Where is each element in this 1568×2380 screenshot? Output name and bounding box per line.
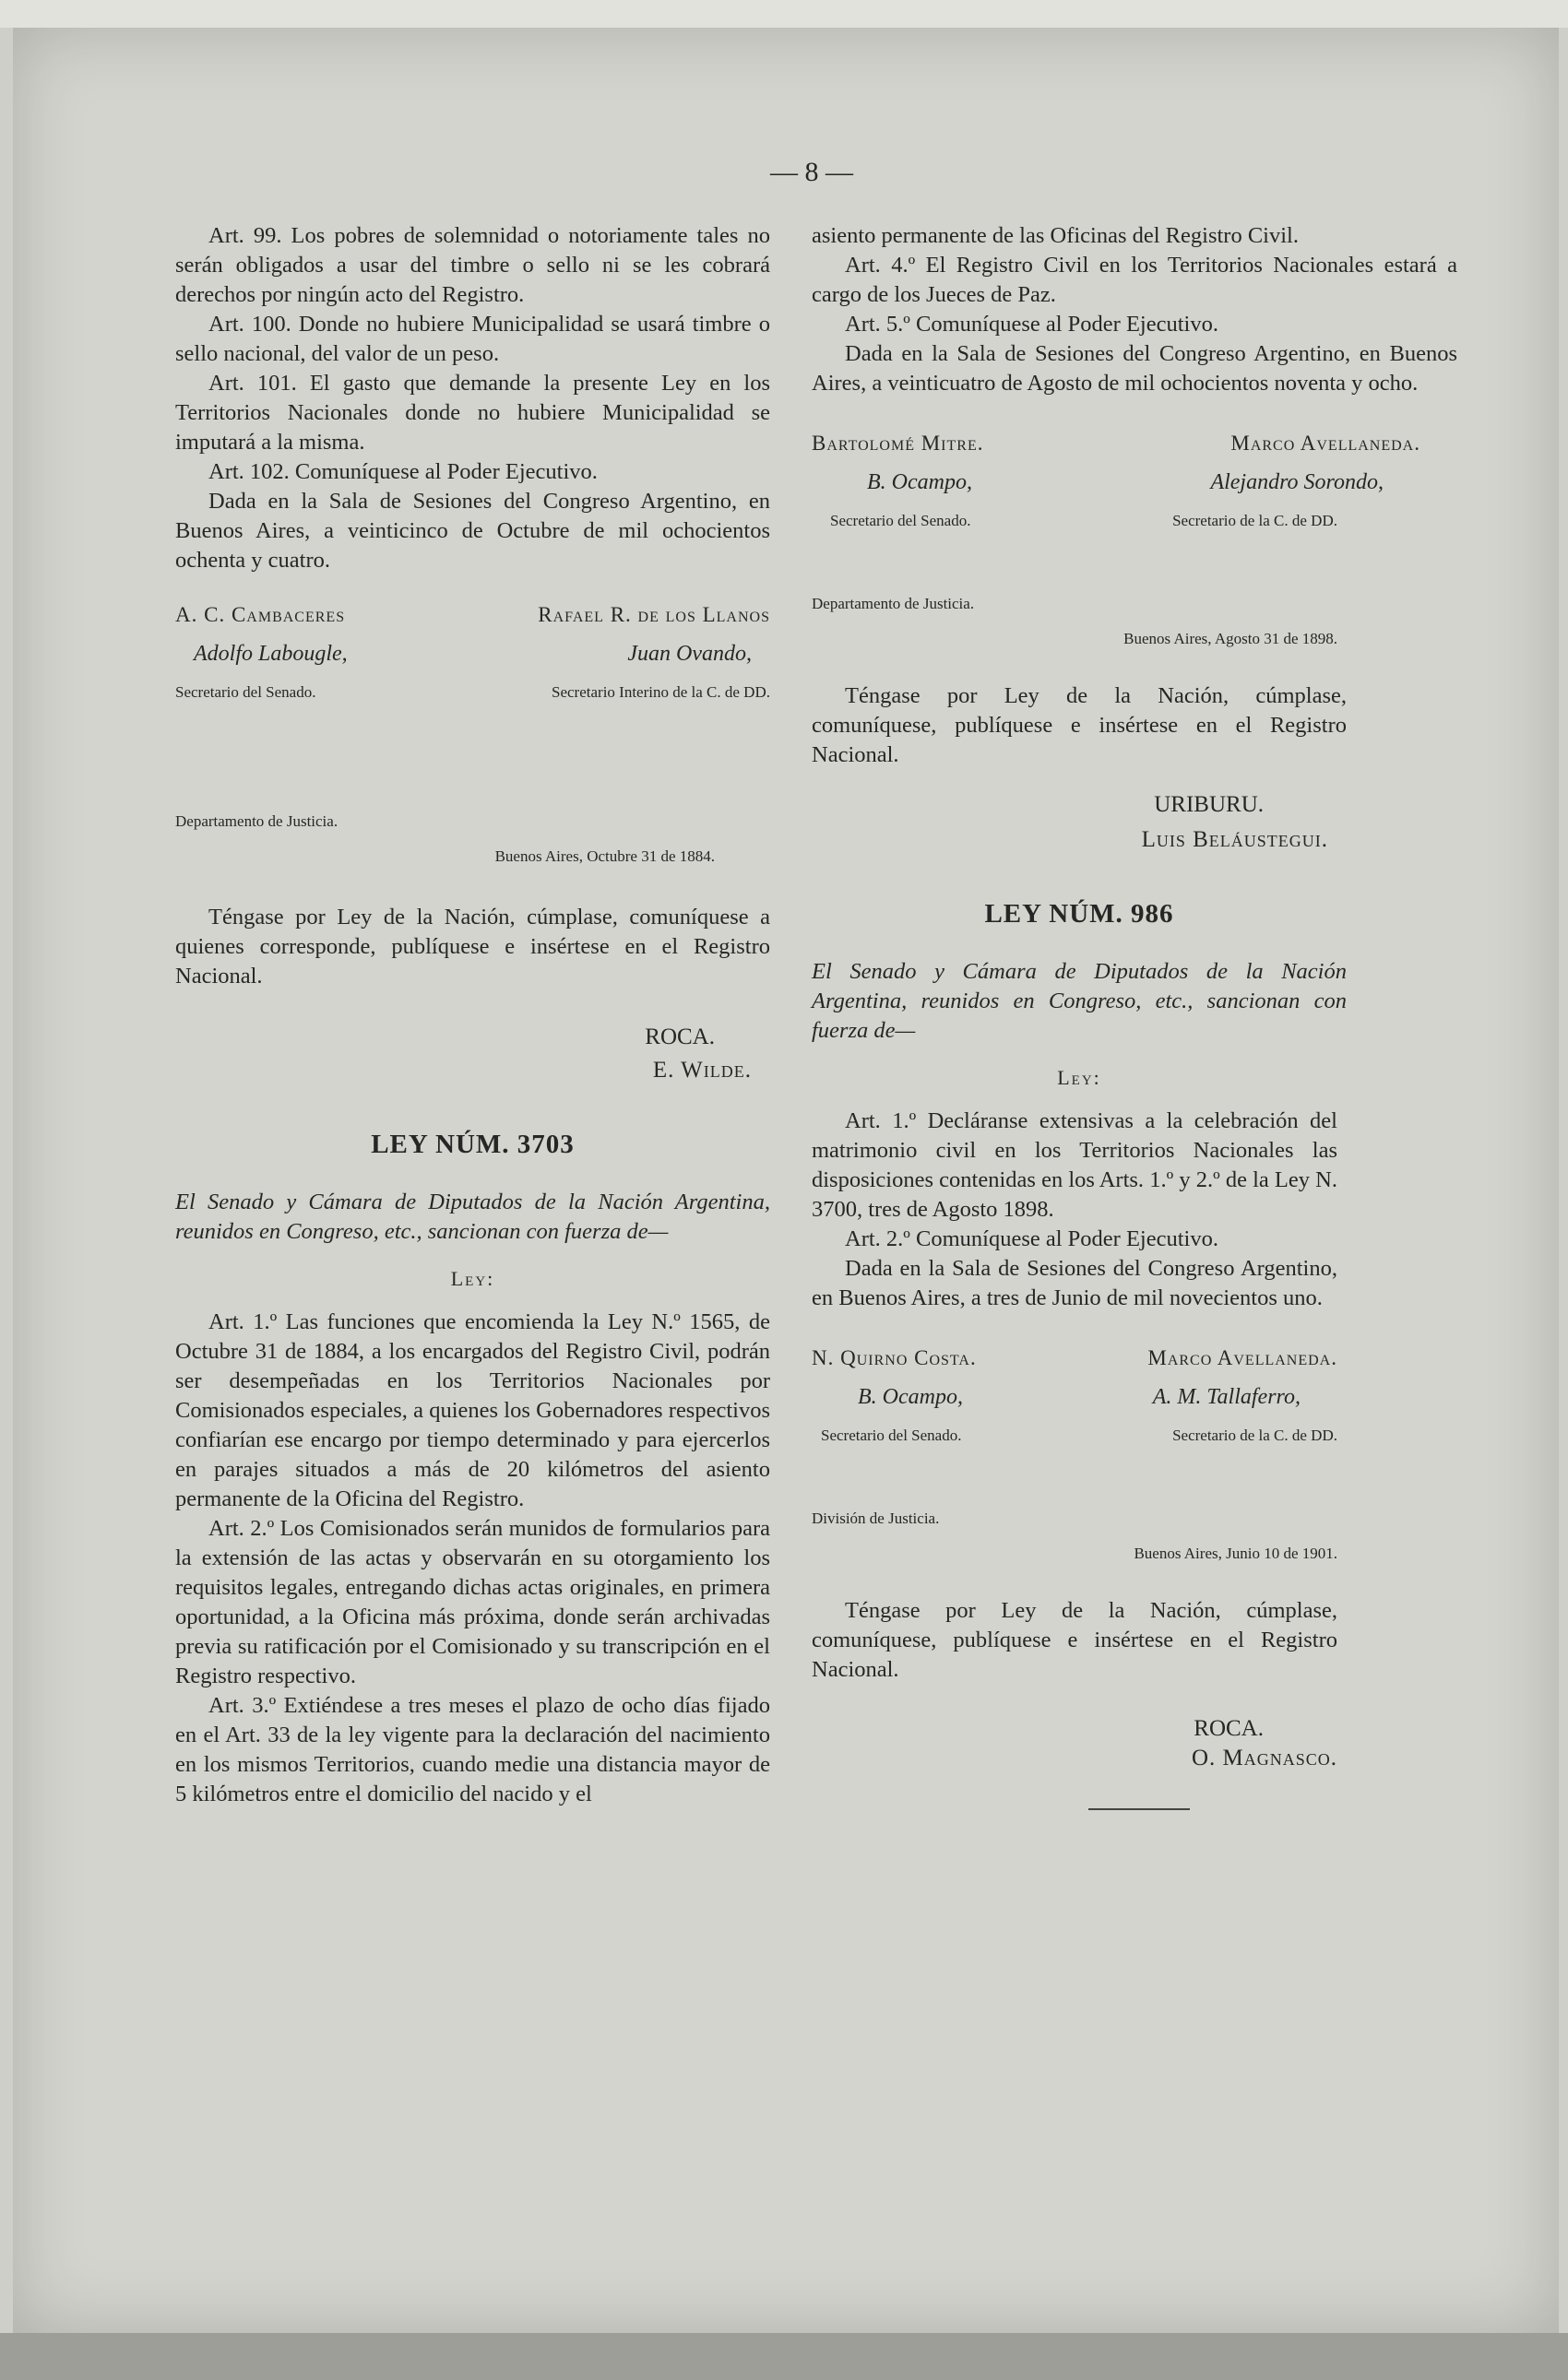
department-label: División de Justicia. (812, 1510, 940, 1527)
article-paragraph: Art. 1.º Las funciones que encomienda la Ley N.º 1565, de Octubre 31 de 1884, a los encargados del Registro Civil, podrán ser desempeñadas en los Territorios Nacionales por Comisionados especiales, a quienes los Gobernadores respectivos confiarían ese encargo por tiempo determinado y para ejercerlos en parajes situados a más de 20 kilómetros del asiento permanente de la Oficina del Registro. (175, 1309, 770, 1511)
minister-signature: Luis Beláustegui. (1141, 827, 1328, 852)
law-title: LEY NÚM. 3703 (371, 1130, 575, 1159)
secretary-name: A. M. Tallaferro, (1152, 1385, 1301, 1409)
promulgation-decree: Téngase por Ley de la Nación, cúmplase, comuníquese, publíquese e insértese en el Registro Nacional. (812, 683, 1347, 767)
secretary-title: Secretario del Senado. (821, 1427, 962, 1444)
article-paragraph: Dada en la Sala de Sesiones del Congreso Argentino, en Buenos Aires, a veinticuatro de Agosto de mil ochocientos noventa y ocho. (812, 341, 1457, 396)
signatory-name: Bartolomé Mitre. (812, 432, 984, 455)
article-paragraph: Art. 4.º El Registro Civil en los Territorios Nacionales estará a cargo de los Jueces de Paz. (812, 253, 1457, 307)
page-number: — 8 — (770, 157, 853, 187)
article-paragraph: Art. 101. El gasto que demande la presente Ley en los Territorios Nacionales donde no hubiere Municipalidad se imputará a la misma. (175, 371, 770, 455)
scan-top-margin (0, 0, 1568, 28)
secretary-name: Adolfo Labougle, (194, 642, 348, 666)
law-title: LEY NÚM. 986 (984, 899, 1174, 929)
ley-heading: Ley: (1057, 1066, 1101, 1089)
secretary-name: Alejandro Sorondo, (1210, 470, 1384, 494)
article-paragraph: Art. 100. Donde no hubiere Municipalidad se usará timbre o sello nacional, del valor de un peso. (175, 312, 770, 366)
law-1565-tail (175, 221, 770, 575)
secretary-title: Secretario de la C. de DD. (1172, 512, 1337, 529)
closing-rule (1088, 1808, 1190, 1810)
secretary-name: B. Ocampo, (867, 470, 972, 494)
article-paragraph: Dada en la Sala de Sesiones del Congreso Argentino, en Buenos Aires, a tres de Junio de mil novecientos uno. (812, 1256, 1337, 1310)
signatories (812, 1346, 1457, 1370)
secretary-title: Secretario Interino de la C. de DD. (552, 683, 770, 701)
executive-signature: URIBURU. (1154, 792, 1264, 817)
signatory-name: Rafael R. de los Llanos (538, 603, 770, 626)
article-paragraph: Art. 2.º Los Comisionados serán munidos de formularios para la extensión de las actas y observarán en su otorgamiento los requisitos legales, entregando dichas actas originales, en primera oportunidad, a la Oficina más próxima, donde serán archivadas previa su ratificación por el Comisionado y su transcripción en el Registro respectivo. (175, 1516, 770, 1688)
secretary-title: Secretario del Senado. (175, 683, 316, 701)
secretaries (175, 642, 770, 667)
law-986-articles (812, 1107, 1457, 1313)
promulgation-decree: Téngase por Ley de la Nación, cúmplase, comuníquese, publíquese e insértese en el Registro Nacional. (812, 1598, 1337, 1682)
secretary-titles (175, 683, 770, 702)
signatory-name: Marco Avellaneda. (1230, 432, 1420, 455)
secretaries (812, 470, 1457, 495)
decree-date: Buenos Aires, Octubre 31 de 1884. (494, 847, 715, 865)
law-preamble: El Senado y Cámara de Diputados de la Nación Argentina, reunidos en Congreso, etc., sancionan con fuerza de— (812, 959, 1347, 1043)
article-paragraph: Art. 2.º Comuníquese al Poder Ejecutivo. (845, 1226, 1218, 1251)
article-paragraph: Dada en la Sala de Sesiones del Congreso Argentino, en Buenos Aires, a veinticinco de Octubre de mil ochocientos ochenta y cuatro. (175, 489, 770, 573)
scan-bottom-margin (0, 2333, 1568, 2380)
secretary-title: Secretario de la C. de DD. (1172, 1427, 1337, 1444)
right-column (812, 221, 1457, 1810)
secretaries (812, 1385, 1457, 1410)
article-paragraph: Art. 99. Los pobres de solemnidad o notoriamente tales no serán obligados a usar del timbre o sello ni se les cobrará derechos por ningún acto del Registro. (175, 223, 770, 307)
decree-date: Buenos Aires, Junio 10 de 1901. (1134, 1545, 1337, 1562)
department-label: Departamento de Justicia. (175, 812, 339, 830)
secretary-titles (812, 1427, 1457, 1445)
law-preamble: El Senado y Cámara de Diputados de la Nación Argentina, reunidos en Congreso, etc., sancionan con fuerza de— (175, 1190, 770, 1244)
executive-signature: ROCA. (1194, 1716, 1264, 1741)
signatory-name: A. C. Cambaceres (175, 603, 346, 626)
minister-signature: E. Wilde. (652, 1058, 752, 1083)
secretary-name: B. Ocampo, (858, 1385, 963, 1409)
article-paragraph: Art. 1.º Decláranse extensivas a la celebración del matrimonio civil en los Territorios Nacionales las disposiciones contenidas en los Arts. 1.º y 2.º de la Ley N. 3700, tres de Agosto 1898. (812, 1108, 1337, 1222)
article-paragraph: Art. 3.º Extiéndese a tres meses el plazo de ocho días fijado en el Art. 33 de la ley vigente para la declaración del nacimiento en los mismos Territorios, cuando medie una distancia mayor de 5 kilómetros entre el domicilio del nacido y el (175, 1693, 770, 1806)
secretary-name: Juan Ovando, (627, 642, 752, 666)
ley-heading: Ley: (450, 1267, 495, 1290)
signatory-name: Marco Avellaneda. (1147, 1346, 1337, 1369)
article-paragraph: Art. 5.º Comuníquese al Poder Ejecutivo. (845, 312, 1218, 337)
decree-date: Buenos Aires, Agosto 31 de 1898. (1123, 630, 1337, 647)
department-label: Departamento de Justicia. (812, 595, 975, 612)
secretary-title: Secretario del Senado. (830, 512, 971, 529)
article-paragraph: Art. 102. Comuníquese al Poder Ejecutivo. (208, 459, 598, 484)
secretary-titles (812, 512, 1457, 530)
left-column (175, 221, 770, 1809)
signatories (812, 432, 1457, 456)
minister-signature: O. Magnasco. (1191, 1746, 1337, 1770)
signatories (175, 603, 770, 627)
article-paragraph: asiento permanente de las Oficinas del Registro Civil. (812, 223, 1299, 248)
promulgation-decree: Téngase por Ley de la Nación, cúmplase, comuníquese a quienes corresponde, publíquese e insértese en el Registro Nacional. (175, 905, 770, 989)
signatory-name: N. Quirno Costa. (812, 1346, 977, 1369)
executive-signature: ROCA. (645, 1024, 715, 1049)
